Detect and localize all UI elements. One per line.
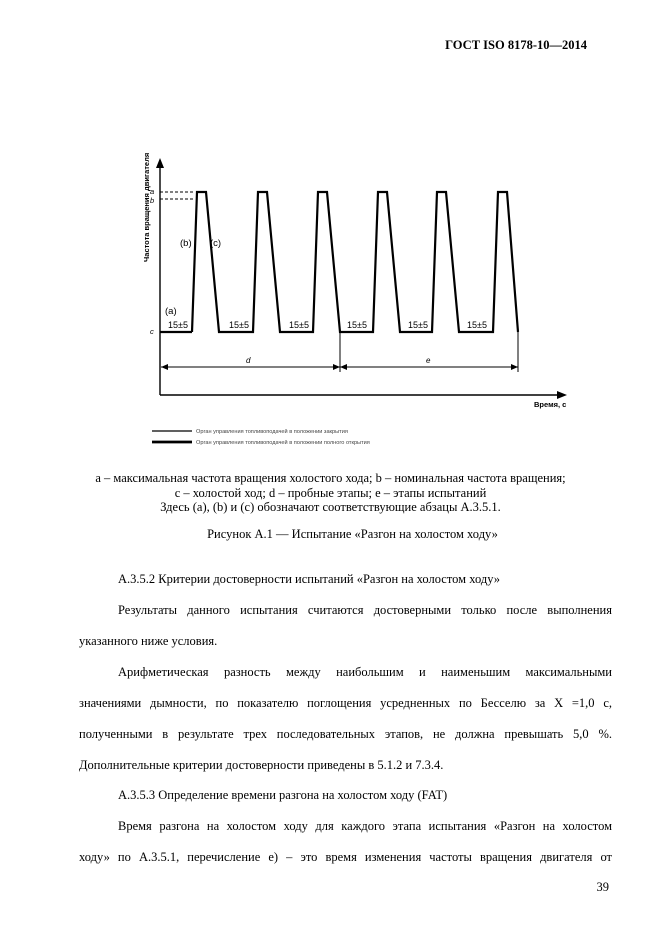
para3-line1: Время разгона на холостом ходу для каждого этапа испытания «Разгон на холостом	[118, 819, 612, 833]
x-axis-label: Время, с	[534, 400, 567, 409]
span-d-arrow-left	[161, 364, 168, 370]
para2-line3: полученными в результате трех последовательных этапов, не должна превышать 5,0 %.	[79, 727, 612, 741]
page-number: 39	[596, 880, 609, 894]
para2-line1: Арифметическая разность между наибольшим и наименьшим максимальными	[118, 665, 612, 679]
level-a: a	[150, 187, 155, 196]
span-e-arrow-right	[511, 364, 518, 370]
dwell-label: 15±5	[408, 320, 428, 330]
dwell-label: 15±5	[289, 320, 309, 330]
para2-line4: Дополнительные критерии достоверности приведены в 5.1.2 и 7.3.4.	[79, 758, 444, 772]
document-header: ГОСТ ISO 8178-10—2014	[445, 38, 587, 52]
engine-speed-trace	[192, 192, 518, 332]
para1-line2: указанного ниже условия.	[79, 634, 218, 648]
curve-label-c: (c)	[210, 238, 222, 249]
figure-legend-line-2: c – холостой ход; d – пробные этапы; e – этапы испытаний	[174, 486, 487, 500]
legend-open-text: Орган управления топливоподачей в положении полного открытия	[196, 440, 370, 446]
para2-line2: значениями дымности, по показателю поглощения усредненных по Бесселю за X =1,0 с,	[79, 696, 612, 710]
curve-label-a: (a)	[165, 306, 177, 317]
dwell-label: 15±5	[229, 320, 249, 330]
section-a353-title: А.3.5.3 Определение времени разгона на холостом ходу (FAT)	[118, 788, 448, 802]
figure-caption: Рисунок А.1 — Испытание «Разгон на холостом ходу»	[207, 527, 498, 541]
dwell-label: 15±5	[467, 320, 487, 330]
level-b: b	[150, 196, 155, 205]
figure-legend-line-1: a – максимальная частота вращения холостого хода; b – номинальная частота вращения;	[95, 471, 566, 485]
span-e-arrow-left	[340, 364, 347, 370]
y-axis-arrow	[156, 158, 164, 168]
span-d-arrow-right	[333, 364, 340, 370]
curve-label-b: (b)	[180, 238, 192, 249]
x-axis-arrow	[557, 391, 567, 399]
dwell-label: 15±5	[168, 320, 188, 330]
figure-legend-line-3: Здесь (a), (b) и (c) обозначают соответствующие абзацы А.3.5.1.	[160, 500, 501, 514]
legend-closed-text: Орган управления топливоподачей в положении закрытия	[196, 429, 348, 435]
section-a352-title: А.3.5.2 Критерии достоверности испытаний «Разгон на холостом ходу»	[118, 572, 501, 586]
para1-line1: Результаты данного испытания считаются достоверными только после выполнения	[118, 603, 612, 617]
span-d-label: d	[246, 356, 251, 365]
para3-line2: ходу» по А.3.5.1, перечисление е) – это время изменения частоты вращения двигателя от	[79, 850, 612, 864]
dwell-label: 15±5	[347, 320, 367, 330]
y-axis-label: Частота вращения двигателя	[142, 152, 151, 262]
span-e-label: e	[426, 356, 431, 365]
level-c: c	[150, 327, 154, 336]
